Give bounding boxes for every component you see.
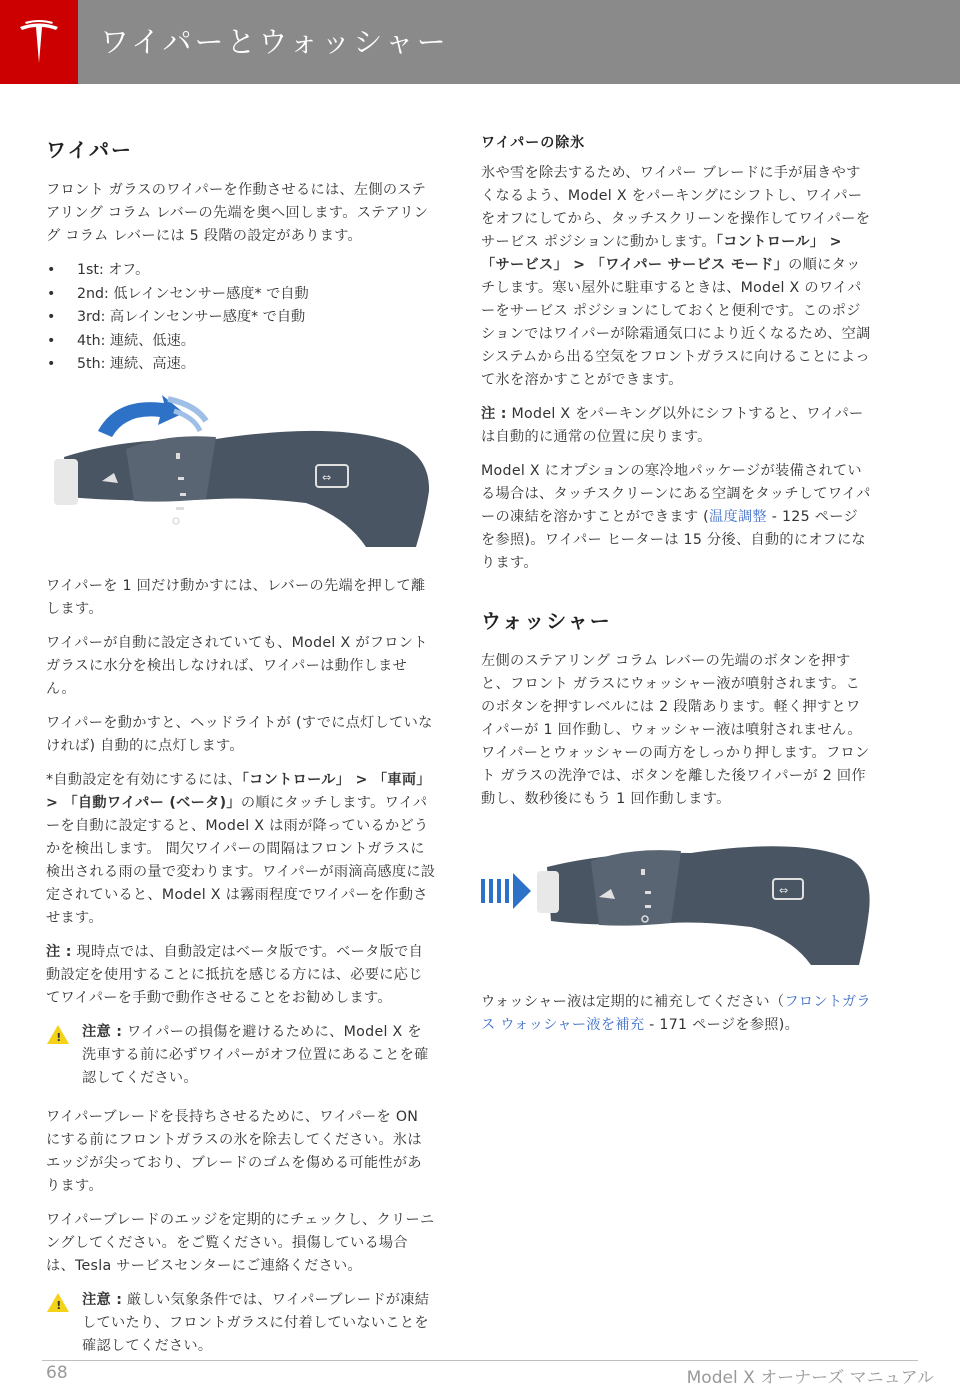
list-item: • 3rd: 高レインセンサー感度* で自動: [46, 306, 436, 330]
climate-control-link[interactable]: 温度調整: [708, 509, 767, 525]
tesla-logo-icon: [17, 19, 61, 65]
caution-label: 注意 :: [82, 1023, 123, 1040]
deice-heading: ワイパーの除氷: [481, 135, 586, 151]
washer-text: 左側のステアリング コラム レバーの先端のボタンを押すと、フロント ガラスにウォッシャー液が噴射されます。このボタンを押すレベルには 2 段階あります。軽く押すとワイパーが 1 回作動し、ウォッシャー液は噴射されません。ワイパーとウォッシャーの両方をしっかり押します。フロント ガラスの洗浄では、ボタンを離した後ワイパーが 2 回作動し、数秒後にもう 1 回作動します。: [481, 653, 870, 807]
cold-suffix: - 125 ページを参照)。ワイパー ヒーターは 15 分後、自動的にオフになります。: [481, 509, 866, 571]
page-number: 68: [46, 1363, 68, 1383]
deice-suffix: の順にタッチします。寒い屋外に駐車するときは、Model X のワイパーをサービス ポジションにしておくと便利です。このポジションではワイパーが除霜通気口により近くなるため、空調システムから出る空気をフロントガラスに向けることによって氷を溶かすことができます。: [481, 257, 871, 388]
blade-check-text: ワイパーブレードのエッジを定期的にチェックし、クリーニングしてください。をご覧ください。損傷している場合は、Tesla サービスセンターにご連絡ください。: [46, 1211, 435, 1274]
deice-prefix: 氷や雪を除去するため、ワイパー ブレードに手が届きやすくなるよう、Model X をパーキングにシフトし、ワイパーをオフにしてから、タッチスクリーンを操作してワイパーをサービス ポジションに動かします。: [481, 165, 871, 250]
auto-moisture-text: ワイパーが自動に設定されていても、Model X がフロントガラスに水分を検出しなければ、ワイパーは動作しません。: [46, 634, 428, 697]
note-text: 現時点では、自動設定はベータ版です。ベータ版で自動設定を使用することに抵抗を感じる方には、必要に応じてワイパーを手動で動作させることをお勧めします。: [46, 943, 424, 1006]
svg-text:⇔: ⇔: [322, 470, 332, 484]
single-wipe-text: ワイパーを 1 回だけ動かすには、レバーの先端を押して離します。: [46, 577, 426, 617]
refill-suffix: - 171 ページを参照)。: [644, 1017, 800, 1033]
manual-title: Model X オーナーズ マニュアル: [686, 1368, 934, 1388]
svg-text:!: !: [56, 1030, 62, 1044]
wiper-settings-list: [46, 259, 436, 377]
deice-path: 「コントロール」 > 「サービス」 > 「ワイパー サービス モード」: [481, 234, 842, 273]
right-column: [481, 128, 871, 1048]
caution-body: ワイパーの損傷を避けるために、Model X を洗車する前に必ずワイパーがオフ位置にあることを確認してください。: [82, 1023, 429, 1086]
left-column: [46, 128, 436, 1374]
caution-body: 厳しい気象条件では、ワイパーブレードが凍結していたり、フロントガラスに付着していないことを確認してください。: [82, 1291, 430, 1354]
cold-prefix: Model X にオプションの寒冷地パッケージが装備されている場合は、タッチスクリーンにある空調をタッチしてワイパーの凍結を溶かすことができます (: [481, 463, 871, 525]
caution-block: [46, 1021, 436, 1090]
warning-icon: [46, 1289, 82, 1317]
caution-block: [46, 1289, 436, 1358]
tesla-logo: [0, 0, 78, 84]
refill-text: [481, 991, 871, 1037]
page-header: [0, 0, 960, 84]
note-label: 注 :: [46, 943, 72, 960]
beta-note: [46, 941, 436, 1010]
wiper-heading: ワイパー: [46, 138, 133, 162]
washer-refill-link[interactable]: フロントガラス ウォッシャー液を補充: [481, 994, 871, 1033]
page-title: ワイパーとウォッシャー: [100, 25, 449, 59]
auto-setting-suffix: の順にタッチします。ワイパーを自動に設定すると、Model X は雨が降っているかどうかを検出します。 間欠ワイパーの間隔はフロントガラスに検出される雨の量で変わります。ワイパーが雨滴高感度に設定されていると、Model X は霧雨程度でワイパーを作動させます。: [46, 794, 436, 926]
wiper-stalk-illustration: [46, 391, 436, 561]
note-label: 注 :: [481, 406, 507, 422]
auto-setting-prefix: *自動設定を有効にするには、: [46, 771, 242, 788]
warning-icon: [46, 1021, 82, 1049]
list-item: • 4th: 連続、低速。: [46, 330, 436, 354]
auto-setting-text: [46, 769, 436, 930]
caution-label: 注意 :: [82, 1291, 123, 1308]
list-item: • 1st: オフ。: [46, 259, 436, 283]
svg-text:!: !: [56, 1298, 62, 1312]
svg-text:⇔: ⇔: [779, 884, 789, 897]
washer-stalk-illustration: [481, 833, 871, 977]
list-item: • 5th: 連続、高速。: [46, 353, 436, 377]
refill-prefix: ウォッシャー液は定期的に補充してください（: [481, 994, 785, 1010]
wiper-intro: フロント ガラスのワイパーを作動させるには、左側のステアリング コラム レバーの先端を奥へ回します。ステアリング コラム レバーには 5 段階の設定があります。: [46, 182, 429, 244]
washer-heading: ウォッシャー: [481, 609, 612, 633]
headlight-text: ワイパーを動かすと、ヘッドライトが (すでに点灯していなければ) 自動的に点灯します。: [46, 714, 433, 754]
caution-text: [82, 1021, 436, 1090]
note-text: Model X をパーキング以外にシフトすると、ワイパーは自動的に通常の位置に戻ります。: [481, 406, 864, 445]
caution-text: [82, 1289, 436, 1358]
deice-note: [481, 403, 871, 449]
auto-setting-path: 「コントロール」 > 「車両」 > 「自動ワイパー (ベータ)」: [46, 771, 431, 811]
push-arrow-icon: [481, 873, 531, 909]
deice-text: [481, 162, 871, 392]
cold-weather-text: [481, 460, 871, 575]
list-item: • 2nd: 低レインセンサー感度* で自動: [46, 283, 436, 307]
blade-care-text: ワイパーブレードを長持ちさせるために、ワイパーを ON にする前にフロントガラスの氷を除去してください。氷はエッジが尖っており、ブレードのゴムを傷める可能性があります。: [46, 1108, 422, 1194]
footer-divider: [42, 1360, 918, 1361]
